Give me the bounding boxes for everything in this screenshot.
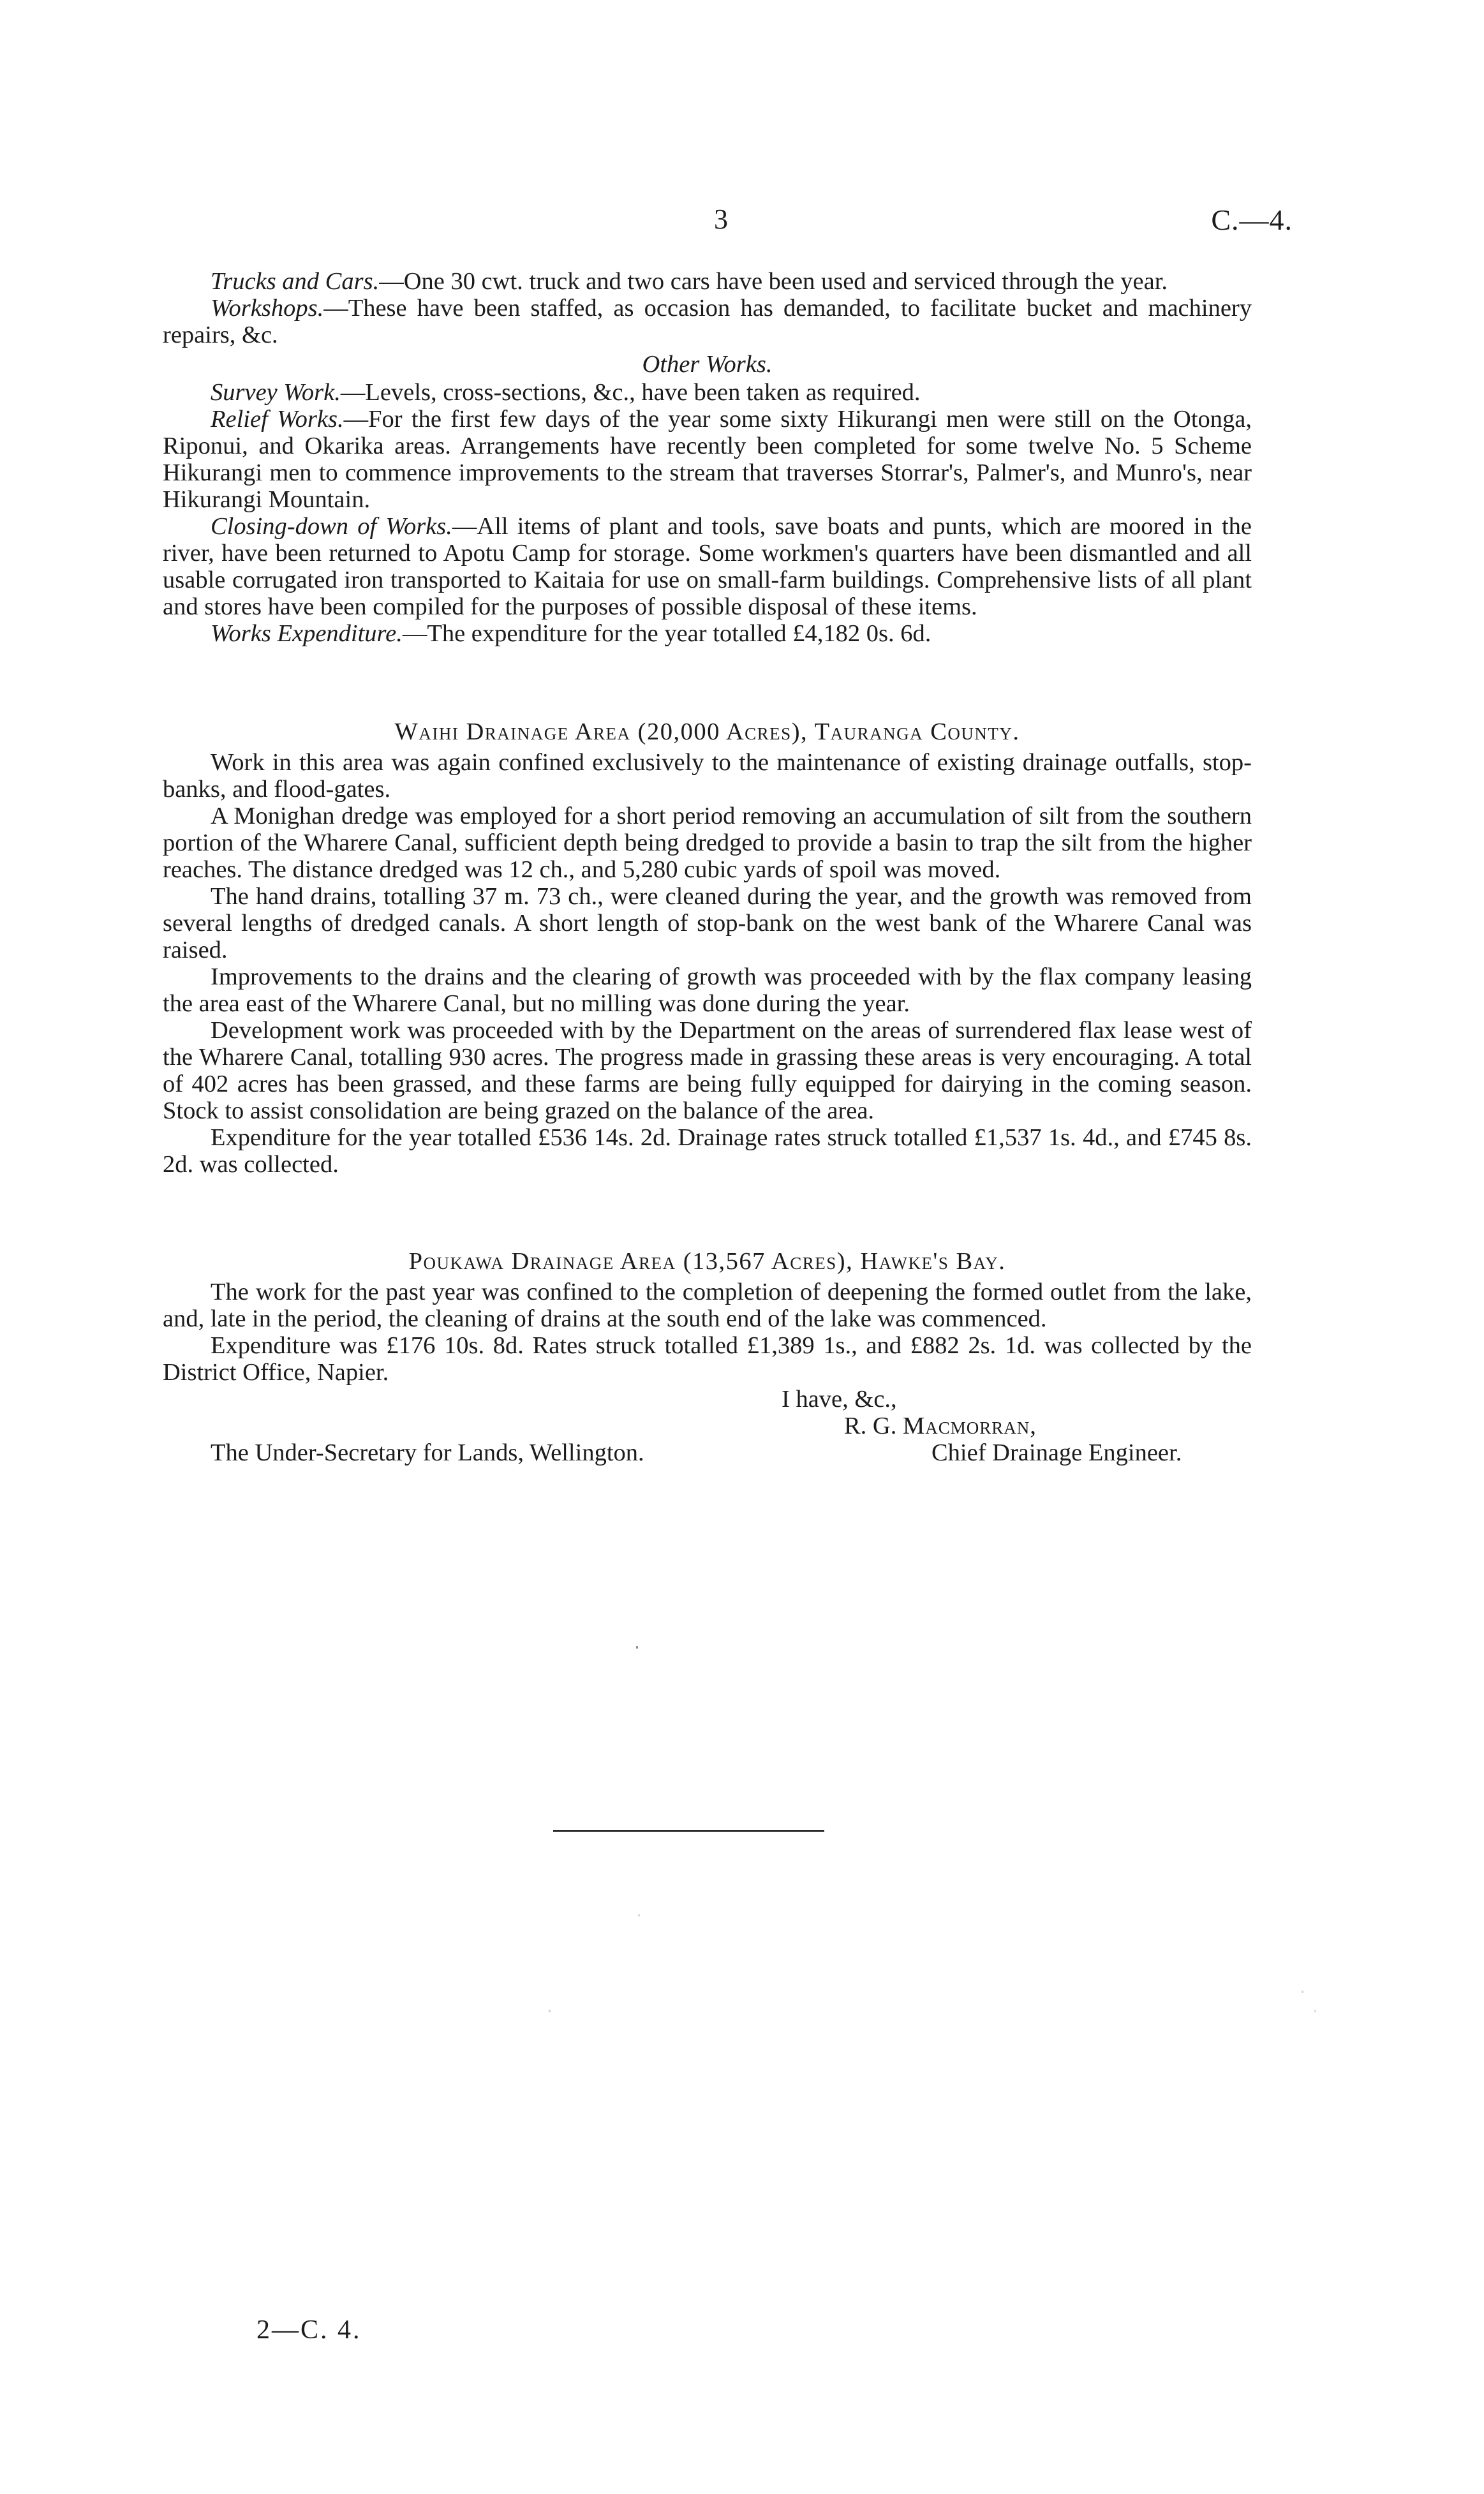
relief-lead: Relief Works. — [211, 406, 344, 433]
paragraph-trucks — [163, 268, 1252, 295]
waihi-paragraph: Work in this area was again confined exclusively to the maintenance of existing drainage outfalls, stop-banks, and flood-gates. — [163, 749, 1252, 803]
poukawa-paragraph: The work for the past year was confined to the completion of deepening the formed outlet from the lake, and, late in the period, the cleaning of drains at the south end of the lake was commenced. — [163, 1279, 1252, 1332]
scan-speck — [1314, 2010, 1316, 2012]
poukawa-section-heading: Poukawa Drainage Area (13,567 Acres), Hawke's Bay. — [408, 1248, 1006, 1275]
paragraph-relief — [163, 406, 1252, 513]
workshops-text: —These have been staffed, as occasion has demanded, to facilitate bucket and machinery repairs, &c. — [163, 295, 1252, 348]
waihi-paragraph: A Monighan dredge was employed for a short period removing an accumulation of silt from the southern portion of the Wharere Canal, sufficient depth being dredged to provide a basin to trap the silt from the higher reaches. The distance dredged was 12 ch., and 5,280 cubic yards of spoil was moved. — [163, 803, 1252, 883]
scan-speck — [549, 2010, 551, 2012]
scan-speck — [1302, 1991, 1303, 1993]
poukawa-paragraph: Expenditure was £176 10s. 8d. Rates struck totalled £1,389 1s., and £882 2s. 1d. was collected by the District Office, Napier. — [163, 1332, 1252, 1386]
survey-lead: Survey Work. — [211, 379, 341, 406]
paragraph-works-expenditure — [163, 620, 1252, 647]
waihi-paragraph: Development work was proceeded with by the Department on the areas of surrendered flax lease west of the Wharere Canal, totalling 930 acres. The progress made in grassing these areas is very encouraging. A total of 402 acres has been grassed, and these farms are being fully equipped for dairying in the coming season. Stock to assist consolidation are being grazed on the balance of the area. — [163, 1017, 1252, 1124]
workshops-lead: Workshops. — [211, 295, 324, 322]
paragraph-survey — [163, 379, 1252, 406]
waihi-paragraph: The hand drains, totalling 37 m. 73 ch., were cleaned during the year, and the growth was removed from several lengths of dredged canals. A short length of stop-bank on the west bank of the Wharere Canal was raised. — [163, 883, 1252, 963]
trucks-text: —One 30 cwt. truck and two cars have been used and serviced through the year. — [379, 268, 1168, 295]
paragraph-closing-down — [163, 513, 1252, 620]
page-number: 3 — [714, 204, 728, 235]
scan-speck — [638, 1914, 640, 1917]
report-body — [163, 268, 1252, 1475]
waihi-paragraph: Improvements to the drains and the clearing of growth was proceeded with by the flax company leasing the area east of the Wharere Canal, but no milling was done during the year. — [163, 963, 1252, 1017]
trucks-lead: Trucks and Cars. — [211, 268, 380, 295]
scan-speck — [636, 1646, 638, 1649]
expenditure-text: —The expenditure for the year totalled £4,182 0s. 6d. — [402, 620, 931, 647]
signatory-title: Chief Drainage Engineer. — [931, 1439, 1182, 1466]
waihi-section-heading: Waihi Drainage Area (20,000 Acres), Tauranga County. — [394, 718, 1020, 745]
waihi-paragraph: Expenditure for the year totalled £536 14s. 2d. Drainage rates struck totalled £1,537 1s. 4d., and £745 8s. 2d. was collected. — [163, 1124, 1252, 1178]
signoff-block — [163, 1386, 1252, 1475]
relief-text: —For the first few days of the year some sixty Hikurangi men were still on the Otonga, Riponui, and Okarika areas. Arrangements have recently been completed for some twelve No. 5 Scheme Hikurangi men to commence improvements to the stream that traverses Storrar's, Palmer's, and Munro's, near Hikurangi Mountain. — [163, 406, 1252, 513]
closing-lead: Closing-down of Works. — [211, 513, 452, 540]
closing-text: —All items of plant and tools, save boats and punts, which are moored in the river, have been returned to Apotu Camp for storage. Some workmen's quarters have been dismantled and all usable corrugated iron transported to Kaitaia for use on small-farm buildings. Comprehensive lists of all plant and stores have been compiled for the purposes of possible disposal of these items. — [163, 513, 1252, 620]
survey-text: —Levels, cross-sections, &c., have been taken as required. — [340, 379, 921, 406]
closing-salutation: I have, &c., — [782, 1386, 897, 1413]
closing-rule — [553, 1830, 824, 1832]
signature-reference: 2—C. 4. — [256, 2315, 362, 2345]
expenditure-lead: Works Expenditure. — [211, 620, 403, 647]
other-works-heading: Other Works. — [642, 351, 773, 378]
document-reference: C.—4. — [1211, 204, 1293, 236]
addressee: The Under-Secretary for Lands, Wellington. — [211, 1439, 644, 1466]
paragraph-workshops — [163, 295, 1252, 348]
signatory-surname: Macmorran, — [902, 1413, 1037, 1439]
signatory-initials: R. G. — [844, 1413, 897, 1439]
signatory — [844, 1413, 1037, 1439]
